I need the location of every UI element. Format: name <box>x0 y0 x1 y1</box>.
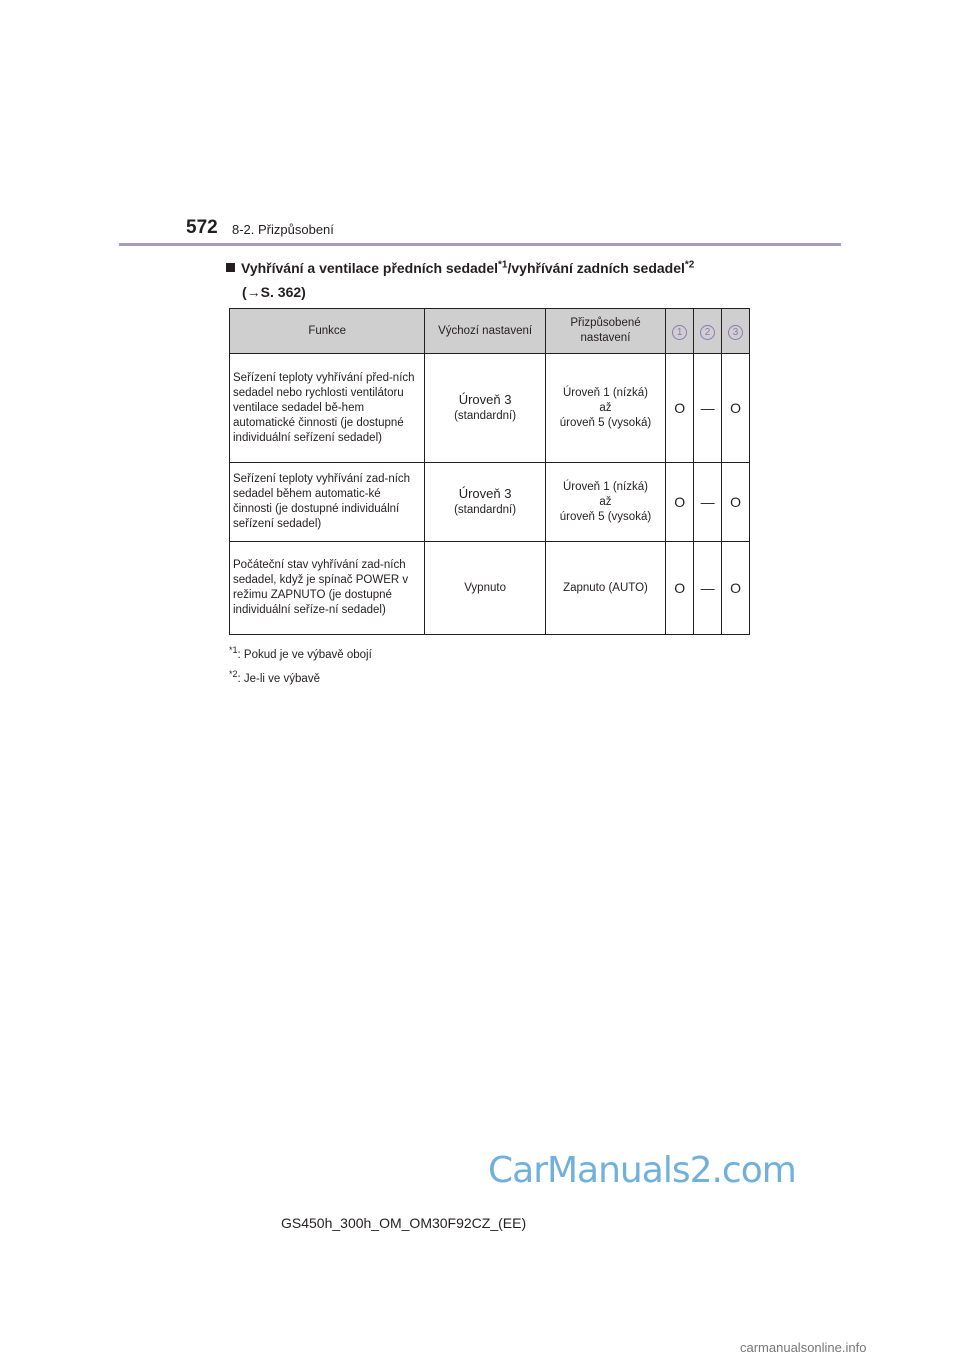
row-custom: Zapnuto (AUTO) <box>545 542 665 635</box>
header-col-3 <box>722 309 750 354</box>
header-default: Výchozí nastavení <box>425 309 545 354</box>
watermark-url: carmanualsonline.info <box>740 1340 867 1355</box>
custom-value-to: úroveň 5 (vysoká) <box>559 510 652 523</box>
row-default <box>425 463 545 542</box>
row-function: Počáteční stav vyhřívání zad-ních sedadel, když je spínač POWER v režimu ZAPNUTO (je dostupné individuální seříze-ní sedadel) <box>230 542 425 635</box>
footnote-1 <box>229 645 372 661</box>
number-badge-1-icon: 1 <box>672 325 687 340</box>
subheading-text-a: Vyhřívání a ventilace předních sedadel <box>241 260 499 276</box>
row-col-1: O <box>666 354 694 463</box>
settings-table <box>229 308 750 635</box>
header-custom: Přizpůsobené nastavení <box>545 309 665 354</box>
custom-value-from: Úroveň 1 (nízká) <box>562 480 648 493</box>
number-badge-2-icon: 2 <box>700 325 715 340</box>
footnote-2 <box>229 669 320 685</box>
footnote-2-text: : Je-li ve výbavě <box>237 672 320 685</box>
document-code: GS450h_300h_OM_OM30F92CZ_(EE) <box>281 1215 527 1231</box>
footnote-1-text: : Pokud je ve výbavě obojí <box>237 648 372 661</box>
row-custom <box>545 463 665 542</box>
header-col-2 <box>694 309 722 354</box>
row-col-3: O <box>722 463 750 542</box>
row-default <box>425 354 545 463</box>
row-col-2: — <box>694 542 722 635</box>
subheading <box>226 256 694 304</box>
default-note: (standardní) <box>454 410 517 422</box>
row-custom <box>545 354 665 463</box>
footnote-2-mark: *2 <box>229 669 238 679</box>
table-row <box>230 354 750 463</box>
header-col-1 <box>666 309 694 354</box>
row-default: Vypnuto <box>425 542 545 635</box>
custom-value-to: úroveň 5 (vysoká) <box>559 416 652 429</box>
row-col-1: O <box>666 542 694 635</box>
page-number: 572 <box>186 217 218 238</box>
footnote-ref-2: *2 <box>684 259 695 271</box>
row-function: Seřízení teploty vyhřívání před-ních sedadel nebo rychlosti ventilátoru ventilace sedadel bě-hem automatické činnosti (je dostupné individuální seřízení sedadel) <box>230 354 425 463</box>
table-header-row <box>230 309 750 354</box>
row-col-3: O <box>722 542 750 635</box>
default-note: (standardní) <box>454 504 517 516</box>
table-row <box>230 542 750 635</box>
custom-value-to-word: až <box>599 495 612 508</box>
default-value: Úroveň 3 <box>458 486 512 501</box>
header-function: Funkce <box>230 309 425 354</box>
default-value: Úroveň 3 <box>458 392 512 407</box>
square-bullet-icon <box>226 263 235 272</box>
table-row <box>230 463 750 542</box>
number-badge-3-icon: 3 <box>728 325 743 340</box>
subheading-text-b: /vyhřívání zadních sedadel <box>507 260 685 276</box>
custom-value-to-word: až <box>599 401 612 414</box>
watermark-logo: CarManuals2.com <box>488 1150 796 1191</box>
header-divider <box>119 243 841 246</box>
row-col-2: — <box>694 463 722 542</box>
custom-value-from: Úroveň 1 (nízká) <box>562 386 648 399</box>
row-col-1: O <box>666 463 694 542</box>
footnote-1-mark: *1 <box>229 645 238 655</box>
row-col-2: — <box>694 354 722 463</box>
section-title: 8-2. Přizpůsobení <box>232 222 334 237</box>
row-function: Seřízení teploty vyhřívání zad-ních sedadel během automatic-ké činnosti (je dostupné individuální seřízení sedadel) <box>230 463 425 542</box>
footnote-ref-1: *1 <box>498 259 508 271</box>
row-col-3: O <box>722 354 750 463</box>
page-reference: (→S. 362) <box>242 284 306 300</box>
